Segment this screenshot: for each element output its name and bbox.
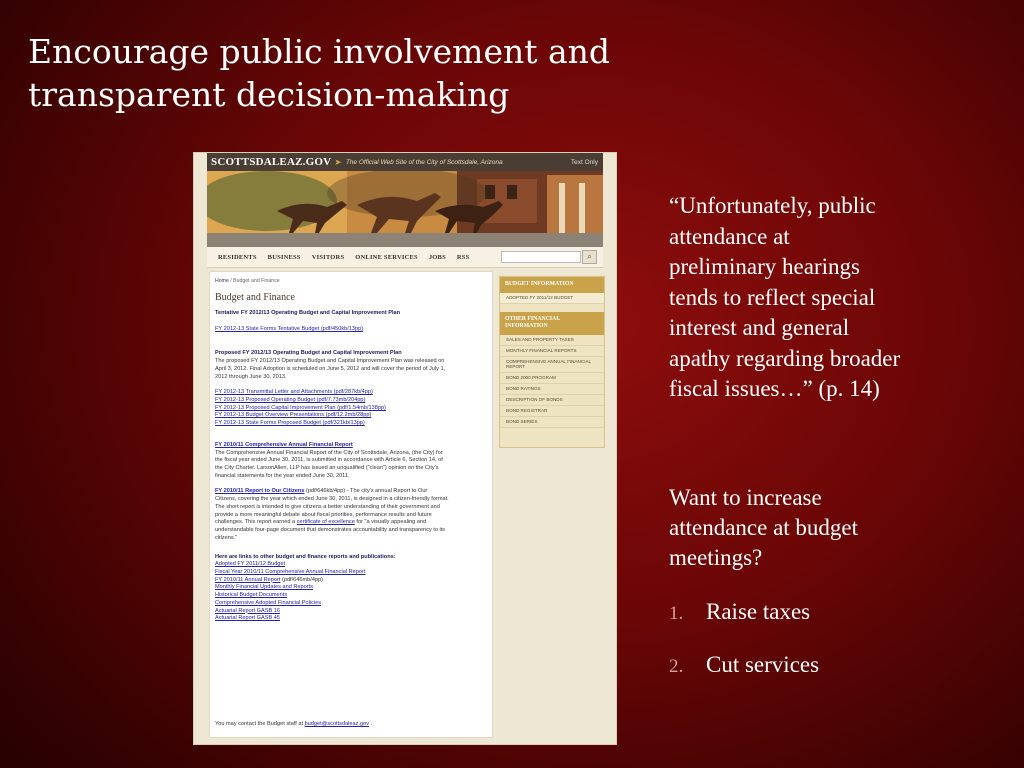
document-link[interactable]: FY 2012-13 Transmittal Letter and Attachments (pdf/287kb/4pp) <box>215 389 373 396</box>
document-link[interactable]: Adopted FY 2011/12 Budget <box>215 561 286 568</box>
document-link[interactable]: Monthly Financial Updates and Reports <box>215 584 313 591</box>
document-link[interactable]: FY 2012-13 Proposed Operating Budget (pdf/7.73mb/204pp) <box>215 397 366 403</box>
quote-line: apathy regarding broader <box>669 345 901 371</box>
report-to-citizens-link[interactable]: FY 2010/11 Report to Our Citizens <box>215 488 305 495</box>
quote-line: interest and general <box>669 315 850 340</box>
quote-line: tends to reflect special <box>669 284 876 310</box>
nav-jobs[interactable]: JOBS <box>428 253 446 261</box>
section-heading: Tentative FY 2012/13 Operating Budget and Capital Improvement Plan <box>215 309 401 316</box>
slide-title-line: transparent decision-making <box>28 75 510 114</box>
breadcrumb-current: / Budget and Finance <box>228 278 280 284</box>
sidebar-item[interactable]: SALES AND PROPERTY TAXES <box>500 335 604 346</box>
list-item <box>215 577 488 585</box>
nav-business[interactable]: BUSINESS <box>267 253 301 261</box>
option-number: 1. <box>669 603 684 624</box>
document-link[interactable]: FY 2012-13 Proposed Capital Improvement Plan (pdf/1.54mb/138pp) <box>215 404 386 411</box>
nav-online-services[interactable]: ONLINE SERVICES <box>355 253 418 261</box>
paragraph-line: The Comprehensive Annual Financial Report of the City of Scottsdale, Arizona, (the City) for <box>215 449 443 456</box>
sidebar-heading: BUDGET INFORMATION <box>500 277 604 293</box>
document-link[interactable]: Actuarial Report GASB 45 <box>215 615 280 622</box>
site-logo[interactable]: SCOTTSDALEAZ.GOV <box>211 156 332 168</box>
paragraph-line <box>215 519 488 527</box>
quote-line: “Unfortunately, public <box>669 193 876 218</box>
section-heading-link[interactable]: FY 2010/11 Comprehensive Annual Financial Report <box>215 441 353 448</box>
paragraph-line: April 3, 2012. Final Adoption is scheduled on June 5, 2012 and will cover the period of July 1, <box>215 365 446 372</box>
question-text <box>669 483 989 573</box>
sidebar-item[interactable]: COMPREHENSIVE ANNUAL FINANCIAL REPORT <box>500 357 604 374</box>
quote-line: fiscal issues…” (p. 14) <box>669 376 880 401</box>
question-line: attendance at budget <box>669 515 859 540</box>
main-content <box>209 271 493 738</box>
paragraph-line <box>215 488 488 496</box>
contact-text: . <box>369 721 373 728</box>
banner-illustration <box>207 171 603 247</box>
paragraph-line: the fiscal year ended June 30, 2011, is submitted in accordance with Article 6, Section 14, of <box>215 457 443 464</box>
option-number: 2. <box>669 656 684 677</box>
paragraph-text: (pdf/646kb/4pp) - The city's annual Report to Our <box>304 488 428 495</box>
arrow-icon: ➤ <box>334 156 342 167</box>
sidebar <box>499 276 605 448</box>
option-label: Cut services <box>706 652 820 677</box>
paragraph-line: financial statements for the year ended June 30, 2011. <box>215 472 350 479</box>
search-icon[interactable]: ⌕ <box>582 250 597 264</box>
paragraph-line: 2012 through June 30, 2013. <box>215 373 287 380</box>
document-link[interactable]: Comprehensive Adopted Financial Policies <box>215 599 322 606</box>
document-link[interactable]: Fiscal Year 2010/11 Comprehensive Annual Financial Report <box>215 568 366 575</box>
question-line: meetings? <box>669 545 763 570</box>
site-header-bar <box>207 153 603 171</box>
contact-email-link[interactable]: budget@scottsdaleaz.gov <box>304 721 370 728</box>
slide-title-line: Encourage public involvement and <box>28 32 611 71</box>
quote-line: preliminary hearings <box>669 254 860 279</box>
quote-line: attendance at <box>669 223 790 249</box>
paragraph-line: The proposed FY 2012/13 Operating Budget and Capital Improvement Plan was released on <box>215 358 445 365</box>
document-link[interactable]: Actuarial Report GASB 16 <box>215 607 280 614</box>
document-link[interactable]: FY 2012-13 State Forms Tentative Budget (pdf/450kb/13pp) <box>215 325 364 332</box>
sidebar-item[interactable]: BOND REGISTRAR <box>500 406 604 417</box>
breadcrumb <box>215 278 488 285</box>
document-link[interactable]: FY 2012-13 State Forms Proposed Budget (pdf/321kb/13pp) <box>215 420 365 427</box>
nav-rss[interactable]: RSS <box>456 253 470 261</box>
section-heading: Here are links to other budget and finance reports and publications: <box>215 553 396 560</box>
paragraph-line: citizens." <box>215 534 238 541</box>
sidebar-item[interactable]: DESCRIPTION OF BONDS <box>500 395 604 406</box>
page-title: Budget and Finance <box>215 292 295 304</box>
contact-line <box>215 721 372 729</box>
paragraph-line: The short report is intended to give citizens a better understanding of their government and <box>215 503 440 510</box>
sidebar-item[interactable]: BOND RATINGS <box>500 384 604 395</box>
sidebar-item[interactable]: BOND SERIES <box>500 417 604 428</box>
paragraph-text: challenges. This report earned a <box>215 519 297 526</box>
sidebar-item[interactable]: MONTHLY FINANCIAL REPORTS <box>500 346 604 357</box>
paragraph-line: Citizens, covering the year which ended June 30, 2011, is designed in a citizen-friendly format. <box>215 496 449 503</box>
nav-residents[interactable]: RESIDENTS <box>218 253 257 261</box>
sidebar-item[interactable]: BOND 2000 PROGRAM <box>500 373 604 384</box>
sidebar-heading: OTHER FINANCIAL INFORMATION <box>500 312 604 335</box>
text-only-link[interactable]: Text Only <box>570 158 598 166</box>
website-screenshot <box>194 153 616 744</box>
document-link[interactable]: FY 2010/11 Annual Report <box>215 576 281 583</box>
section-heading: Proposed FY 2012/13 Operating Budget and Capital Improvement Plan <box>215 350 402 357</box>
file-info: (pdf/646mb/4pp) <box>280 576 324 583</box>
breadcrumb-home-link[interactable]: Home <box>215 278 229 284</box>
slide-title <box>28 30 668 116</box>
nav-visitors[interactable]: VISITORS <box>311 253 345 261</box>
site-nav <box>207 247 603 268</box>
question-line: Want to increase <box>669 485 822 510</box>
horse-sculpture-banner-image <box>207 171 603 247</box>
site-tagline: The Official Web Site of the City of Scottsdale, Arizona <box>345 158 503 166</box>
document-link[interactable]: Historical Budget Documents <box>215 592 288 599</box>
document-link[interactable]: FY 2012-13 Budget Overview Presentations (pdf/12.2mb/28pp) <box>215 412 372 419</box>
paragraph-line: provide a more meaningful debate about fiscal priorities, performance results and future <box>215 511 432 518</box>
contact-text: You may contact the Budget staff at <box>215 721 305 728</box>
quote-text <box>669 191 994 405</box>
certificate-link[interactable]: certificate of excellence <box>296 519 355 526</box>
paragraph-line: the City Charter. LarsonAllen, LLP has issued an unqualified ("clean") opinion on the City's <box>215 465 439 472</box>
paragraph-text: for "a visually appealing and <box>354 519 427 526</box>
sidebar-item[interactable]: ADOPTED FY 2011/12 BUDGET <box>500 293 604 304</box>
option-item <box>669 598 810 628</box>
paragraph-line: understandable four-page document that demonstrates accountability and transparency to its <box>215 527 446 534</box>
site-search-input[interactable] <box>501 251 581 263</box>
option-label: Raise taxes <box>706 599 811 624</box>
option-item <box>669 651 819 681</box>
